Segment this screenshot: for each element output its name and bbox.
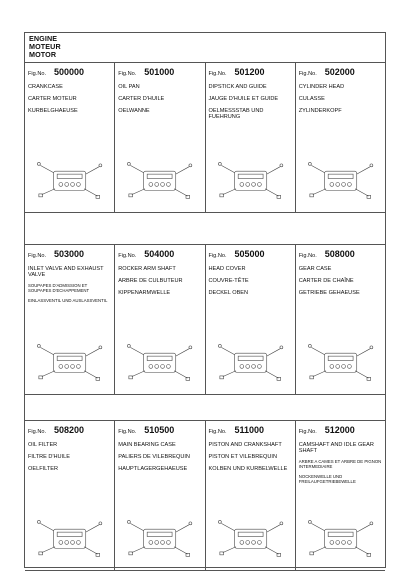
- parts-index-sheet: [24, 32, 386, 568]
- figure-cell-511000[interactable]: [206, 421, 296, 570]
- figure-number: [118, 67, 201, 79]
- part-name-de: OELFILTER: [28, 466, 59, 472]
- fig-no-value: 503000: [54, 249, 85, 259]
- figure-number: [209, 249, 292, 261]
- fig-no-value: 501000: [144, 67, 175, 77]
- figure-number: [299, 425, 382, 437]
- figure-number: [299, 249, 382, 261]
- part-name-de: DECKEL OBEN: [208, 290, 249, 296]
- part-name-de: GETRIEBE GEHAEUSE: [298, 290, 360, 296]
- part-name-fr: ARBRE DE CULBUTEUR: [118, 278, 183, 284]
- figure-number: [118, 425, 201, 437]
- part-name-fr: PISTON ET VILEBREQUIN: [208, 454, 277, 460]
- fig-no-value: 511000: [234, 425, 265, 435]
- figure-number: [28, 425, 111, 437]
- head-cover-illustration: [214, 338, 287, 386]
- oil-filter-illustration: [33, 514, 106, 562]
- figure-cell-504000[interactable]: [115, 245, 205, 394]
- part-name-en: DIPSTICK AND GUIDE: [208, 84, 267, 90]
- part-name-de: OELMESSSTAB UND FUEHRUNG: [208, 108, 264, 121]
- fig-no-label: Fig.No.: [208, 253, 227, 259]
- part-name-fr: PALIERS DE VILEBREQUIN: [118, 454, 190, 460]
- fig-no-value: 512000: [324, 425, 355, 435]
- part-name-de: HAUPTLAGERGEHAEUSE: [118, 466, 188, 472]
- part-name-fr: FILTRE D'HUILE: [28, 454, 70, 460]
- figure-number: [118, 249, 201, 261]
- figure-cell-502000[interactable]: [296, 63, 385, 212]
- fig-no-value: 504000: [144, 249, 175, 259]
- fig-no-label: Fig.No.: [28, 253, 47, 259]
- part-name-de: NOCKENWELLE UND FREILAUFGETRIEBEWELLE: [298, 474, 356, 485]
- gear-case-illustration: [304, 338, 377, 386]
- figure-cell-508200[interactable]: [25, 421, 115, 570]
- part-name-de: EINLASSVENTIL UND AUSLASSVENTIL: [28, 298, 108, 304]
- part-name-en: CRANKCASE: [28, 84, 63, 90]
- part-name-en: OIL FILTER: [28, 442, 58, 448]
- figure-cell-501200[interactable]: [206, 63, 296, 212]
- parts-row: [25, 421, 385, 571]
- fig-no-label: Fig.No.: [208, 71, 227, 77]
- part-name-fr: CARTER DE CHAÎNE: [298, 278, 354, 284]
- fig-no-label: Fig.No.: [28, 71, 47, 77]
- part-name-en: INLET VALVE AND EXHAUST VALVE: [28, 266, 104, 279]
- figure-cell-510500[interactable]: [115, 421, 205, 570]
- part-name-en: OIL PAN: [118, 84, 140, 90]
- fig-no-value: 510500: [144, 425, 175, 435]
- crankcase-illustration: [33, 156, 106, 204]
- part-name-fr: CULASSE: [298, 96, 325, 102]
- figure-cell-501000[interactable]: [115, 63, 205, 212]
- fig-no-label: Fig.No.: [118, 253, 137, 259]
- part-name-en: MAIN BEARING CASE: [118, 442, 176, 448]
- fig-no-value: 500000: [54, 67, 85, 77]
- main-bearing-illustration: [123, 514, 196, 562]
- fig-no-value: 508200: [54, 425, 85, 435]
- title-line-en: ENGINE: [29, 34, 58, 43]
- dipstick-illustration: [214, 156, 287, 204]
- fig-no-value: 505000: [234, 249, 265, 259]
- cylinder-head-illustration: [304, 156, 377, 204]
- fig-no-label: Fig.No.: [298, 429, 317, 435]
- oil-pan-illustration: [123, 156, 196, 204]
- part-name-de: KIPPENARMWELLE: [118, 290, 171, 296]
- part-name-de: ZYLINDERKOPF: [298, 108, 342, 114]
- piston-crankshaft-illustration: [214, 514, 287, 562]
- figure-cell-505000[interactable]: [206, 245, 296, 394]
- figure-cell-508000[interactable]: [296, 245, 385, 394]
- part-name-en: CAMSHAFT AND IDLE GEAR SHAFT: [298, 442, 374, 455]
- part-name-en: ROCKER ARM SHAFT: [118, 266, 176, 272]
- fig-no-label: Fig.No.: [208, 429, 227, 435]
- part-name-fr: SOUPAPES D'ADMISSION ET SOUPAPES D'ECHAPPEMENT: [28, 283, 90, 294]
- fig-no-value: 501200: [234, 67, 265, 77]
- blank-row-band: [25, 213, 385, 245]
- title-line-de: MOTOR: [29, 50, 57, 59]
- figure-cell-512000[interactable]: [296, 421, 385, 570]
- fig-no-label: Fig.No.: [28, 429, 47, 435]
- fig-no-label: Fig.No.: [298, 71, 317, 77]
- parts-row: [25, 63, 385, 213]
- figure-cell-503000[interactable]: [25, 245, 115, 394]
- part-name-fr: ARBRE A CAMES ET ARBRE DE PIGNON INTERMEDIAIRE: [298, 459, 382, 470]
- part-name-fr: COUVRE-TÊTE: [208, 278, 249, 284]
- figure-number: [209, 67, 292, 79]
- figure-number: [28, 67, 111, 79]
- title-line-fr: MOTEUR: [29, 42, 61, 51]
- parts-row: [25, 245, 385, 395]
- part-name-fr: CARTER MOTEUR: [28, 96, 77, 102]
- valve-illustration: [33, 338, 106, 386]
- rocker-arm-illustration: [123, 338, 196, 386]
- figure-number: [209, 425, 292, 437]
- fig-no-label: Fig.No.: [118, 429, 137, 435]
- fig-no-label: Fig.No.: [118, 71, 137, 77]
- part-name-fr: JAUGE D'HUILE ET GUIDE: [208, 96, 279, 102]
- figure-number: [28, 249, 111, 261]
- title-block: [25, 33, 385, 63]
- part-name-en: GEAR CASE: [298, 266, 332, 272]
- part-name-en: PISTON AND CRANKSHAFT: [208, 442, 282, 448]
- figure-number: [299, 67, 382, 79]
- camshaft-illustration: [304, 514, 377, 562]
- part-name-de: KOLBEN UND KURBELWELLE: [208, 466, 288, 472]
- fig-no-value: 502000: [324, 67, 355, 77]
- fig-no-value: 508000: [324, 249, 355, 259]
- figure-cell-500000[interactable]: [25, 63, 115, 212]
- part-name-de: OELWANNE: [118, 108, 150, 114]
- fig-no-label: Fig.No.: [298, 253, 317, 259]
- part-name-de: KURBELGHAEUSE: [28, 108, 78, 114]
- part-name-en: HEAD COVER: [208, 266, 246, 272]
- part-name-en: CYLINDER HEAD: [298, 84, 345, 90]
- part-name-fr: CARTER D'HUILE: [118, 96, 165, 102]
